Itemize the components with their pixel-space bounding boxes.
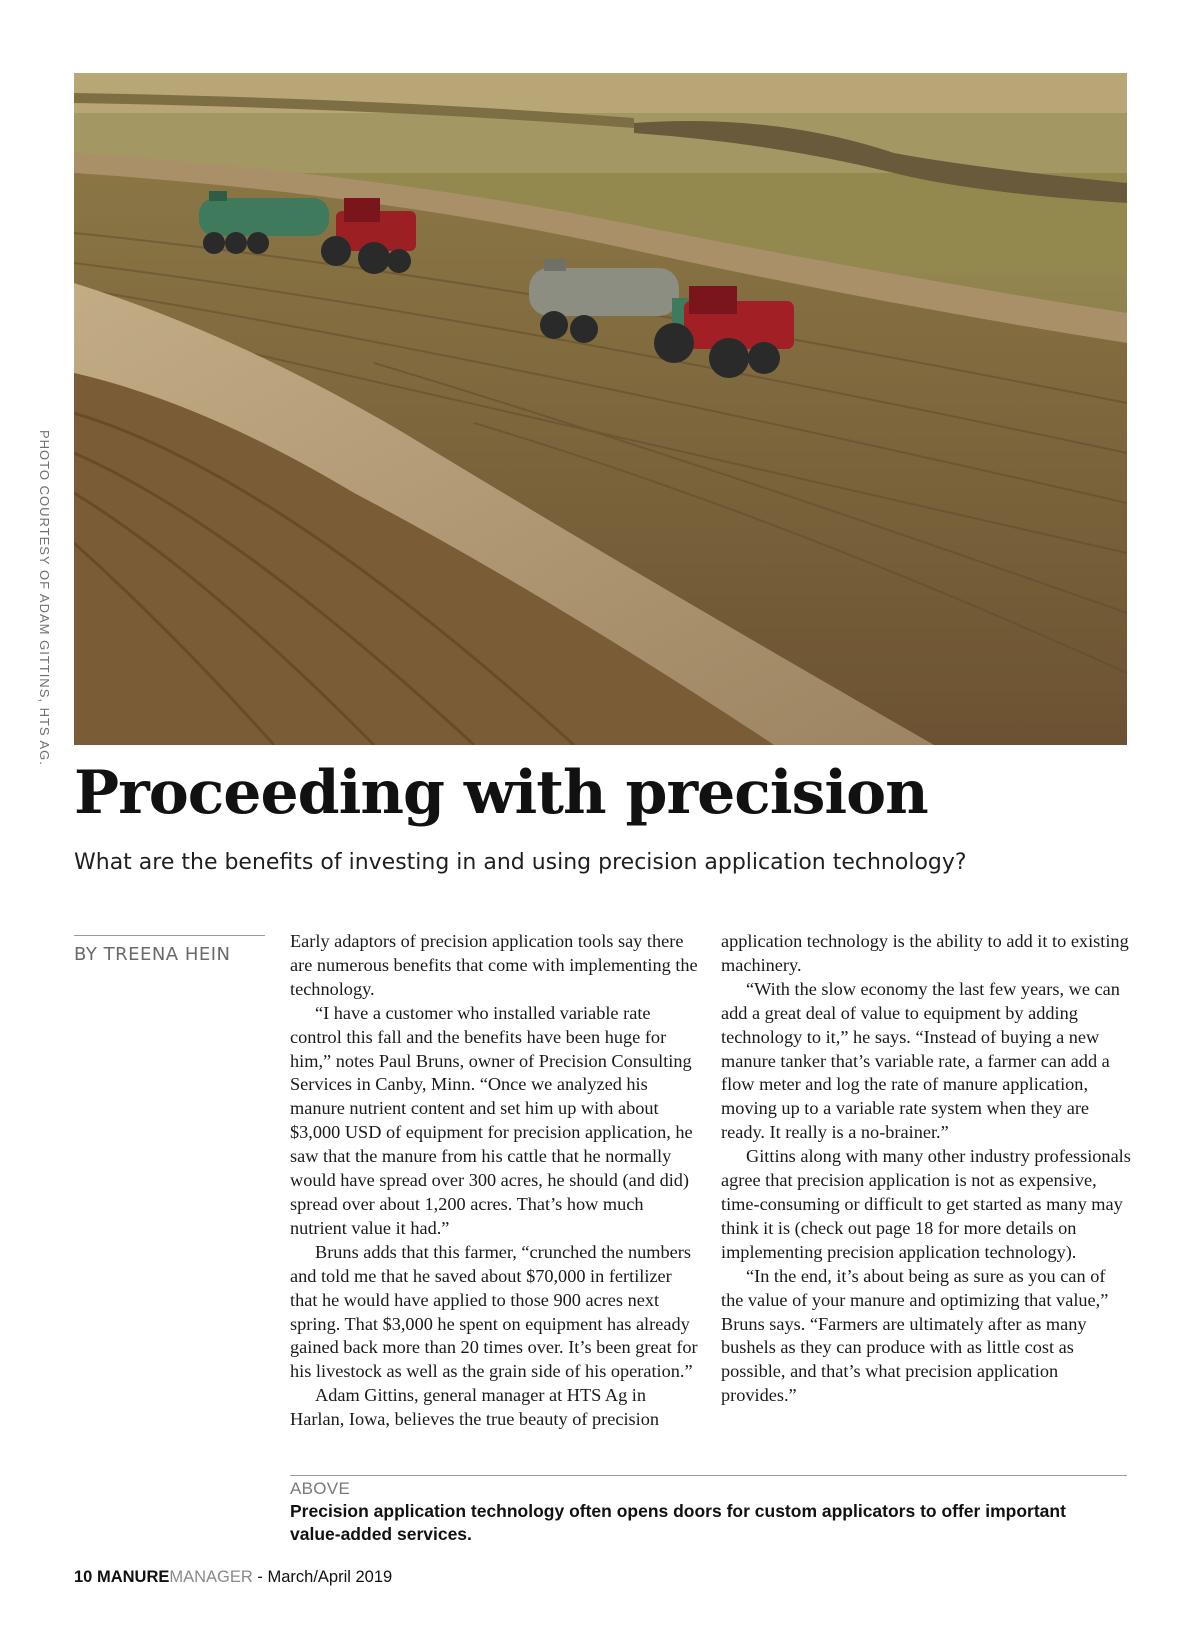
paragraph: Early adaptors of precision application tools say there are numerous benefits that come with implementing the technology. (290, 931, 698, 999)
field-with-tractors-illustration (74, 73, 1127, 745)
caption-text: Precision application technology often opens doors for custom applicators to offer important value-added services. (290, 1501, 1066, 1544)
paragraph: application technology is the ability to add it to existing machinery. (721, 931, 1129, 975)
paragraph: Bruns adds that this farmer, “crunched the numbers and told me that he saved about $70,000 in fertilizer that he would have applied to those 900 acres next spring. That $3,000 he spent on equipment has already gained back more than 20 times over. It’s been great for his livestock as well as the grain side of his operation.” (290, 1241, 698, 1382)
article-headline: Proceeding with precision (74, 758, 928, 828)
issue-date: - March/April 2019 (257, 1568, 393, 1586)
magazine-name-light: MANAGER (169, 1568, 253, 1586)
paragraph: Adam Gittins, general manager at HTS Ag in Harlan, Iowa, believes the true beauty of precision (290, 1385, 660, 1430)
paragraph: “In the end, it’s about being as sure as you can of the value of your manure and optimizing that value,” Bruns says. “Farmers are ultimately after as many bushels as they can produce with as little cost as possible, and that’s what precision application provides.” (721, 1265, 1109, 1406)
body-column-2 (721, 930, 1131, 1408)
body-column-1 (290, 930, 700, 1432)
byline-divider (74, 935, 265, 936)
article-photo (74, 73, 1127, 745)
paragraph: Gittins along with many other industry professionals agree that precision application is not as expensive, time-consuming or difficult to get started as many may think it is (check out page 18 for more details on implementing precision application technology). (721, 1146, 1131, 1262)
page-footer (74, 1568, 392, 1587)
caption-label: ABOVE (290, 1479, 351, 1498)
page-number: 10 (74, 1568, 93, 1586)
article-deck: What are the benefits of investing in and using precision application technology? (74, 850, 967, 875)
byline: BY TREENA HEIN (74, 944, 231, 965)
photo-credit: PHOTO COURTESY OF ADAM GITTINS, HTS AG. (37, 430, 52, 766)
paragraph: “I have a customer who installed variable rate control this fall and the benefits have been huge for him,” notes Paul Bruns, owner of Precision Consulting Services in Canby, Minn. “Once we analyzed his manure nutrient content and set him up with about $3,000 USD of equipment for precision application, he saw that the manure from his cattle that he normally would have spread over 300 acres, he should (and did) spread over about 1,200 acres. That’s how much nutrient value it had.” (290, 1002, 693, 1238)
paragraph: “With the slow economy the last few years, we can add a great deal of value to equipment by adding technology to it,” he says. “Instead of buying a new manure tanker that’s variable rate, a farmer can add a flow meter and log the rate of manure application, moving up to a variable rate system when they are ready. It really is a no-brainer.” (721, 978, 1120, 1143)
caption-divider (290, 1475, 1127, 1476)
magazine-name-bold: MANURE (96, 1568, 170, 1586)
